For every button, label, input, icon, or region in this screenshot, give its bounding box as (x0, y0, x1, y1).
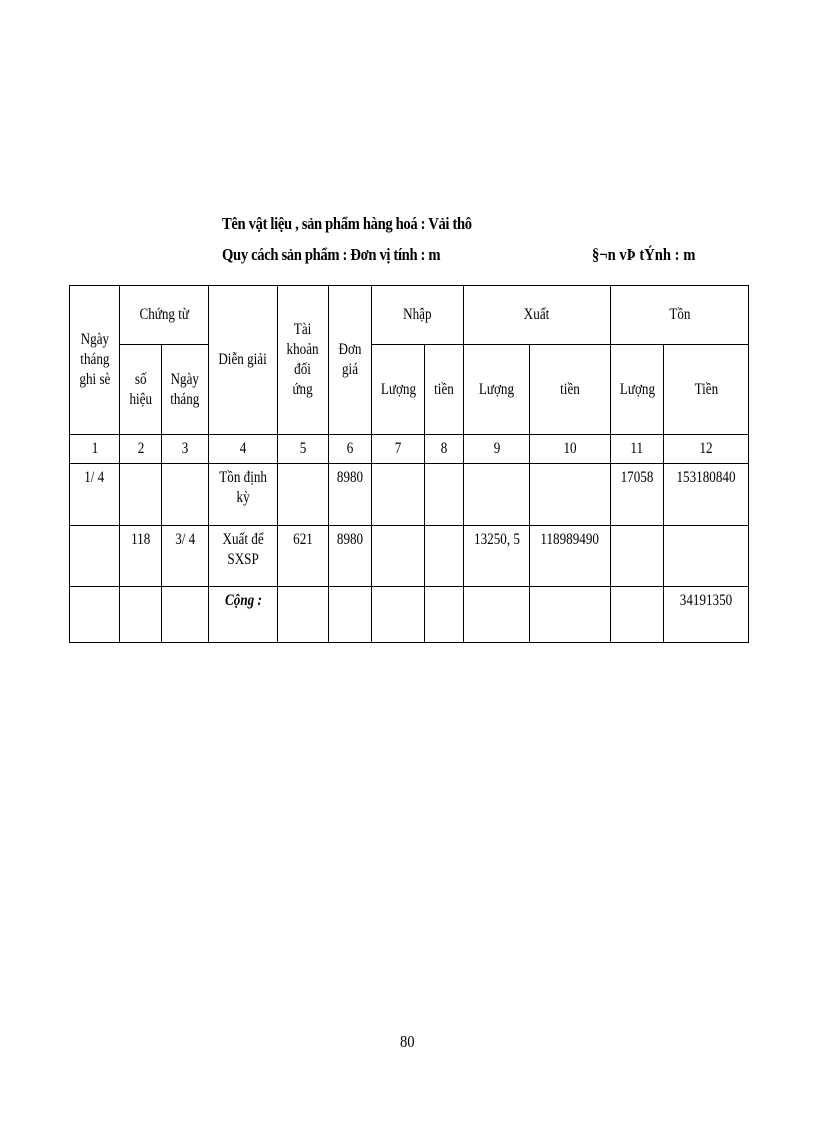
column-number: 6 (329, 435, 372, 464)
cell-empty (70, 587, 120, 643)
cell-empty (425, 587, 464, 643)
col-header-nhap: Nhập (372, 286, 464, 345)
cell-ngay-ghi-so (70, 526, 120, 587)
column-number-row (70, 435, 749, 464)
column-number: 1 (70, 435, 120, 464)
cell-empty (464, 587, 530, 643)
cell-tai-khoan (278, 464, 329, 526)
cell-ton-luong: 17058 (611, 464, 664, 526)
cell-xuat-luong (464, 464, 530, 526)
cell-empty (530, 587, 611, 643)
col-header-nhap-tien: tiền (425, 345, 464, 435)
cell-dien-giai: Tồn định kỳ (209, 464, 278, 526)
column-number: 3 (162, 435, 209, 464)
cell-xuat-luong: 13250, 5 (464, 526, 530, 587)
cell-ngay-thang (162, 464, 209, 526)
material-name-heading: Tên vật liệu , sản phẩm hàng hoá : Vải thô (222, 214, 472, 233)
column-number: 7 (372, 435, 425, 464)
inventory-ledger-table (69, 285, 749, 643)
col-header-ton-tien: Tiền (664, 345, 749, 435)
cell-so-hieu: 118 (120, 526, 162, 587)
cell-nhap-luong (372, 526, 425, 587)
cell-don-gia: 8980 (329, 526, 372, 587)
header-row-1 (70, 286, 749, 345)
total-ton-tien: 34191350 (664, 587, 749, 643)
col-header-ngay-thang: Ngày tháng (162, 345, 209, 435)
column-number: 11 (611, 435, 664, 464)
col-header-ton-luong: Lượng (611, 345, 664, 435)
col-header-dien-giai: Diễn giải (209, 286, 278, 435)
cell-empty (611, 587, 664, 643)
cell-so-hieu (120, 464, 162, 526)
col-header-tai-khoan: Tài khoản đối ứng (278, 286, 329, 435)
cell-empty (329, 587, 372, 643)
col-header-ton: Tồn (611, 286, 749, 345)
cell-ngay-ghi-so: 1/ 4 (70, 464, 120, 526)
cell-xuat-tien: 118989490 (530, 526, 611, 587)
cell-dien-giai: Xuất để SXSP (209, 526, 278, 587)
table-row (70, 526, 749, 587)
cell-nhap-luong (372, 464, 425, 526)
cell-tai-khoan: 621 (278, 526, 329, 587)
cell-empty (120, 587, 162, 643)
cell-nhap-tien (425, 526, 464, 587)
column-number: 12 (664, 435, 749, 464)
total-row (70, 587, 749, 643)
unit-heading-garbled: §¬n vÞ tÝnh : m (592, 245, 696, 264)
col-header-nhap-luong: Lượng (372, 345, 425, 435)
cell-empty (278, 587, 329, 643)
col-header-xuat-luong: Lượng (464, 345, 530, 435)
spec-unit-heading: Quy cách sản phẩm : Đơn vị tính : m (222, 245, 441, 264)
col-header-chung-tu: Chứng từ (120, 286, 209, 345)
column-number: 5 (278, 435, 329, 464)
cell-ngay-thang: 3/ 4 (162, 526, 209, 587)
col-header-xuat-tien: tiền (530, 345, 611, 435)
col-header-don-gia: Đơn giá (329, 286, 372, 435)
cell-ton-tien (664, 526, 749, 587)
cell-ton-tien: 153180840 (664, 464, 749, 526)
column-number: 4 (209, 435, 278, 464)
cell-empty (162, 587, 209, 643)
cell-xuat-tien (530, 464, 611, 526)
header-row-2 (70, 345, 749, 435)
cell-don-gia: 8980 (329, 464, 372, 526)
col-header-xuat: Xuất (464, 286, 611, 345)
cell-nhap-tien (425, 464, 464, 526)
table-row (70, 464, 749, 526)
column-number: 10 (530, 435, 611, 464)
cell-empty (372, 587, 425, 643)
total-label: Cộng : (209, 587, 278, 643)
column-number: 9 (464, 435, 530, 464)
column-number: 2 (120, 435, 162, 464)
column-number: 8 (425, 435, 464, 464)
cell-ton-luong (611, 526, 664, 587)
page-number: 80 (400, 1032, 415, 1051)
col-header-ngay-thang-ghi-so: Ngày tháng ghi sè (70, 286, 120, 435)
col-header-so-hieu: số hiệu (120, 345, 162, 435)
